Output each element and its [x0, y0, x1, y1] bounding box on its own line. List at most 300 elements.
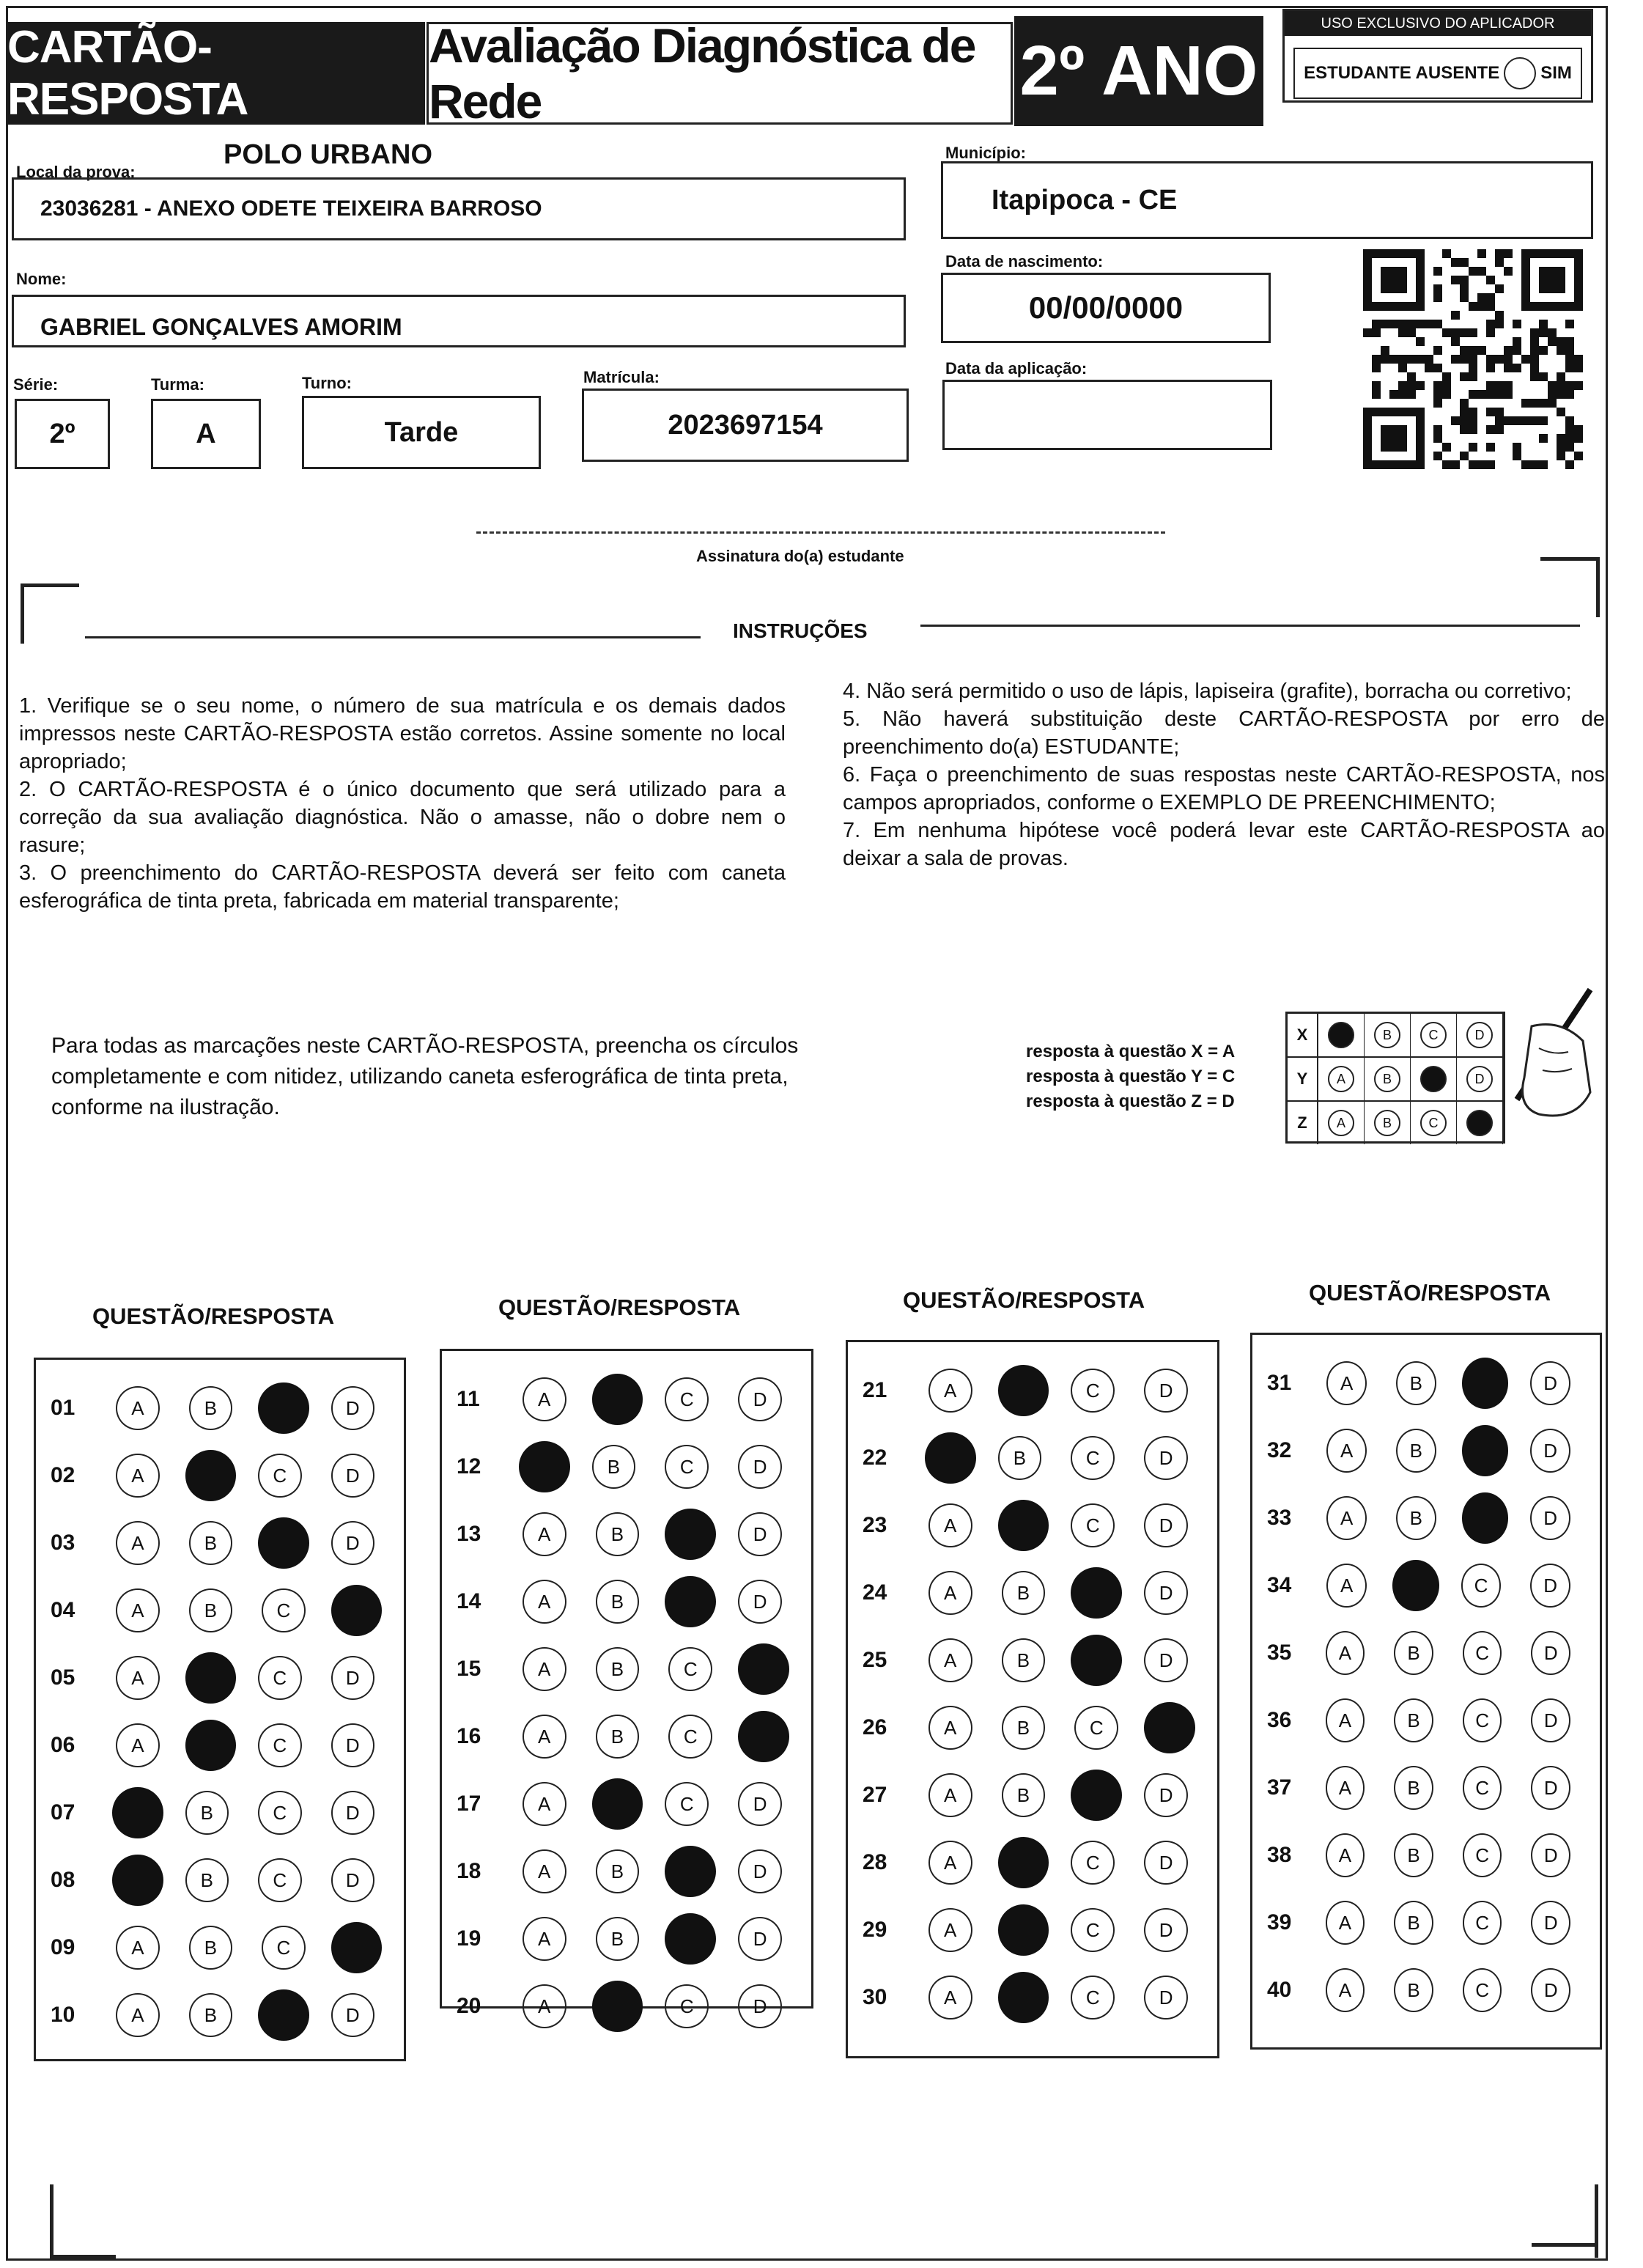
nome-label: Nome:: [16, 270, 67, 288]
answer-bubble-a[interactable]: A: [116, 1521, 159, 1565]
answer-bubble-b[interactable]: B: [1396, 1361, 1436, 1405]
instruction-item: 1. Verifique se o seu nome, o número de sua matrícula e os demais dados impressos neste CARTÃO-RESPOSTA estão corretos. Assine somente no local apropriado;: [19, 694, 786, 773]
answer-bubble-d[interactable]: D: [738, 1377, 782, 1421]
answer-bubble-d[interactable]: [331, 1585, 382, 1636]
instructions-right: [843, 677, 1605, 872]
answer-row: [36, 1644, 404, 1712]
answer-bubble-c[interactable]: [258, 1382, 309, 1434]
answer-bubble-d[interactable]: D: [738, 1512, 782, 1556]
question-number: 26: [863, 1715, 887, 1739]
answer-bubble-d[interactable]: D: [738, 1984, 782, 2028]
answer-bubble-d[interactable]: D: [1144, 1773, 1188, 1817]
answer-bubble-c[interactable]: C: [1071, 1503, 1115, 1547]
answer-row: [442, 1703, 811, 1770]
example-question: Z: [1288, 1102, 1318, 1144]
answer-bubble-c[interactable]: C: [1071, 1436, 1115, 1480]
answer-bubble-d[interactable]: D: [738, 1849, 782, 1893]
example-cell: [1318, 1102, 1365, 1144]
answer-bubble-b[interactable]: [998, 1904, 1049, 1956]
answer-bubble-b[interactable]: B: [596, 1512, 640, 1556]
question-number: 07: [51, 1800, 75, 1825]
question-number: 06: [51, 1733, 75, 1757]
answer-bubble-a[interactable]: A: [116, 1723, 159, 1767]
answer-bubble-d[interactable]: D: [331, 1723, 374, 1767]
answer-bubble-c[interactable]: C: [262, 1926, 305, 1970]
answer-bubble-a[interactable]: A: [116, 1656, 159, 1700]
answer-bubble-c[interactable]: [1462, 1492, 1509, 1544]
absent-checkbox[interactable]: [1504, 57, 1536, 89]
example-cell: [1365, 1102, 1411, 1144]
answer-bubble-b[interactable]: B: [596, 1849, 640, 1893]
answer-bubble-a[interactable]: A: [928, 1908, 972, 1952]
answer-bubble-b[interactable]: B: [1002, 1638, 1046, 1682]
answer-bubble-b[interactable]: [998, 1365, 1049, 1416]
answer-bubble-d[interactable]: D: [1144, 1976, 1188, 2020]
example-cell: [1411, 1102, 1457, 1144]
example-cell: [1365, 1058, 1411, 1100]
example-row: [1288, 1102, 1503, 1144]
answer-bubble-d[interactable]: D: [331, 1521, 374, 1565]
answer-row: [848, 1964, 1217, 2031]
answer-bubble-b[interactable]: B: [1394, 1766, 1433, 1810]
question-number: 24: [863, 1580, 887, 1605]
example-bubble: A: [1328, 1110, 1354, 1136]
answer-bubble-c[interactable]: [1071, 1567, 1122, 1619]
question-number: 38: [1267, 1843, 1292, 1867]
answer-bubble-c[interactable]: C: [1074, 1706, 1118, 1750]
nascimento-value: 00/00/0000: [1028, 290, 1184, 325]
answer-bubble-b[interactable]: B: [1396, 1429, 1436, 1473]
answers-column-title: QUESTÃO/RESPOSTA: [903, 1287, 1145, 1313]
answer-bubble-b[interactable]: [592, 1374, 643, 1425]
question-number: 09: [51, 1935, 75, 1959]
answer-bubble-b[interactable]: B: [185, 1858, 229, 1902]
answer-row: [36, 1779, 404, 1847]
example-question: X: [1288, 1014, 1318, 1056]
answer-bubble-b[interactable]: [185, 1450, 236, 1501]
answer-row: [848, 1492, 1217, 1559]
answer-bubble-b[interactable]: B: [1394, 1698, 1433, 1742]
answer-bubble-d[interactable]: D: [1531, 1631, 1570, 1675]
answer-bubble-b[interactable]: B: [1002, 1773, 1046, 1817]
answer-bubble-d[interactable]: D: [331, 1386, 374, 1430]
corner-mark: [21, 583, 24, 644]
answer-bubble-b[interactable]: B: [1002, 1571, 1046, 1615]
answer-bubble-d[interactable]: D: [738, 1917, 782, 1961]
question-number: 31: [1267, 1371, 1292, 1395]
question-number: 03: [51, 1531, 75, 1555]
question-number: 28: [863, 1850, 887, 1874]
local-label: Local da prova:: [16, 163, 136, 181]
answer-bubble-c[interactable]: [665, 1509, 716, 1560]
answer-bubble-c[interactable]: C: [258, 1723, 301, 1767]
instruction-item: 5. Não haverá substituição deste CARTÃO-RESPOSTA por erro de preenchimento do(a) ESTUDANTE;: [843, 707, 1605, 759]
local-value: 23036281 - ANEXO ODETE TEIXEIRA BARROSO: [40, 196, 542, 221]
example-bubble: B: [1374, 1110, 1400, 1136]
example-bubble: A: [1328, 1066, 1354, 1092]
answer-row: [848, 1424, 1217, 1492]
answer-row: [36, 1914, 404, 1981]
question-number: 29: [863, 1918, 887, 1942]
answer-bubble-c[interactable]: C: [1463, 1766, 1502, 1810]
answer-bubble-d[interactable]: D: [1530, 1361, 1570, 1405]
answer-bubble-d[interactable]: D: [331, 1858, 374, 1902]
answer-bubble-c[interactable]: [665, 1846, 716, 1897]
answer-row: [442, 1770, 811, 1838]
answer-bubble-b[interactable]: B: [1396, 1496, 1436, 1540]
answer-bubble-a[interactable]: A: [523, 1512, 566, 1556]
example-cell: [1318, 1014, 1365, 1056]
local-field: [12, 177, 906, 240]
answer-bubble-b[interactable]: B: [596, 1715, 640, 1759]
exam-title: Avaliação Diagnóstica de Rede: [427, 22, 1013, 125]
answer-bubble-b[interactable]: B: [596, 1580, 640, 1624]
answer-bubble-d[interactable]: D: [1144, 1503, 1188, 1547]
example-cell: [1365, 1014, 1411, 1056]
municipio-value: Itapipoca - CE: [992, 184, 1178, 216]
nome-value: GABRIEL GONÇALVES AMORIM: [40, 314, 402, 340]
answer-bubble-c[interactable]: C: [258, 1454, 301, 1498]
answer-bubble-b[interactable]: B: [189, 1521, 232, 1565]
question-number: 02: [51, 1463, 75, 1487]
question-number: 35: [1267, 1641, 1292, 1665]
answer-bubble-d[interactable]: [1144, 1702, 1195, 1753]
answer-bubble-a[interactable]: A: [523, 1984, 566, 2028]
answer-bubble-a[interactable]: A: [1326, 1564, 1367, 1608]
answer-bubble-a[interactable]: [112, 1787, 163, 1838]
example-cell: [1318, 1058, 1365, 1100]
example-bubble: B: [1374, 1022, 1400, 1048]
answer-column-1: [34, 1358, 406, 2061]
answer-row: [1252, 1484, 1600, 1552]
answer-bubble-c[interactable]: C: [1463, 1631, 1502, 1675]
answer-bubble-c[interactable]: C: [258, 1858, 301, 1902]
answer-bubble-a[interactable]: A: [928, 1976, 972, 2020]
answer-bubble-b[interactable]: [185, 1652, 236, 1704]
turno-label: Turno:: [302, 374, 352, 392]
answer-bubble-c[interactable]: C: [258, 1656, 301, 1700]
answer-bubble-b[interactable]: B: [1002, 1706, 1046, 1750]
turno-value: Tarde: [384, 416, 459, 448]
answer-row: [442, 1366, 811, 1433]
answer-bubble-d[interactable]: D: [1531, 1833, 1570, 1877]
corner-mark: [1595, 2184, 1598, 2258]
answer-bubble-c[interactable]: [1071, 1635, 1122, 1686]
answer-row: [1252, 1889, 1600, 1956]
answer-bubble-c[interactable]: C: [1071, 1908, 1115, 1952]
answer-bubble-d[interactable]: D: [1144, 1571, 1188, 1615]
answer-row: [1252, 1619, 1600, 1687]
answer-bubble-d[interactable]: D: [1530, 1429, 1570, 1473]
corner-mark: [1532, 2243, 1598, 2247]
answer-bubble-a[interactable]: A: [1326, 1968, 1365, 2012]
serie-value: 2º: [49, 418, 75, 449]
answer-bubble-a[interactable]: A: [1326, 1496, 1367, 1540]
absent-row: [1293, 48, 1582, 99]
answer-bubble-d[interactable]: [738, 1711, 789, 1762]
answer-bubble-c[interactable]: C: [665, 1782, 709, 1826]
answer-row: [442, 1973, 811, 2040]
municipio-field: [941, 161, 1593, 239]
answer-bubble-c[interactable]: C: [1461, 1564, 1502, 1608]
instruction-item: 7. Em nenhuma hipótese você poderá levar este CARTÃO-RESPOSTA ao deixar a sala de provas.: [843, 819, 1605, 870]
answer-bubble-a[interactable]: A: [523, 1715, 566, 1759]
answer-bubble-b[interactable]: B: [189, 1588, 232, 1632]
answer-bubble-a[interactable]: A: [523, 1377, 566, 1421]
answer-row: [36, 1442, 404, 1509]
answer-bubble-a[interactable]: A: [928, 1638, 972, 1682]
question-number: 04: [51, 1598, 75, 1622]
answer-bubble-b[interactable]: [592, 1981, 643, 2032]
answer-bubble-d[interactable]: D: [1530, 1564, 1570, 1608]
answer-bubble-c[interactable]: [665, 1913, 716, 1965]
answer-bubble-c[interactable]: [1071, 1770, 1122, 1821]
answer-bubble-b[interactable]: B: [1394, 1833, 1433, 1877]
answer-bubble-d[interactable]: D: [1531, 1968, 1570, 2012]
answer-bubble-b[interactable]: B: [592, 1445, 636, 1489]
answer-bubble-c[interactable]: C: [1463, 1901, 1502, 1945]
example-bubble: D: [1466, 1022, 1493, 1048]
answer-bubble-a[interactable]: [112, 1855, 163, 1906]
answer-bubble-d[interactable]: D: [1530, 1496, 1570, 1540]
applicator-label: USO EXCLUSIVO DO APLICADOR: [1285, 11, 1591, 36]
question-number: 16: [457, 1724, 481, 1748]
answer-bubble-c[interactable]: C: [668, 1647, 712, 1691]
answer-row: [442, 1433, 811, 1501]
answer-bubble-a[interactable]: [519, 1441, 570, 1492]
answer-bubble-c[interactable]: C: [665, 1984, 709, 2028]
answer-bubble-a[interactable]: [925, 1432, 976, 1484]
answer-bubble-b[interactable]: B: [189, 1993, 232, 2037]
instruction-item: 2. O CARTÃO-RESPOSTA é o único documento que será utilizado para a correção da sua avaliação diagnóstica. Não o amasse, não o dobre nem o rasure;: [19, 778, 786, 857]
nome-field: [12, 295, 906, 347]
answer-bubble-b[interactable]: B: [596, 1647, 640, 1691]
question-number: 12: [457, 1454, 481, 1479]
answer-bubble-d[interactable]: D: [1144, 1638, 1188, 1682]
corner-mark: [21, 583, 79, 587]
answer-bubble-a[interactable]: A: [928, 1841, 972, 1885]
question-number: 33: [1267, 1506, 1292, 1530]
answer-bubble-a[interactable]: A: [116, 1386, 159, 1430]
answer-bubble-b[interactable]: B: [185, 1791, 229, 1835]
corner-mark: [1596, 557, 1600, 617]
answer-bubble-d[interactable]: D: [1144, 1436, 1188, 1480]
answers-column-title: QUESTÃO/RESPOSTA: [92, 1303, 335, 1329]
answer-bubble-d[interactable]: [331, 1922, 382, 1973]
answer-bubble-d[interactable]: D: [738, 1445, 782, 1489]
answer-bubble-b[interactable]: B: [189, 1386, 232, 1430]
answer-bubble-c[interactable]: C: [1071, 1976, 1115, 2020]
nascimento-label: Data de nascimento:: [945, 252, 1104, 270]
question-number: 30: [863, 1985, 887, 2009]
answer-bubble-c[interactable]: C: [1463, 1698, 1502, 1742]
answer-bubble-d[interactable]: D: [738, 1580, 782, 1624]
answer-bubble-c[interactable]: C: [1071, 1369, 1115, 1413]
answer-bubble-b[interactable]: [1392, 1560, 1439, 1611]
answer-bubble-a[interactable]: A: [1326, 1833, 1365, 1877]
answer-bubble-c[interactable]: C: [262, 1588, 305, 1632]
answer-bubble-b[interactable]: [185, 1720, 236, 1771]
answer-bubble-a[interactable]: A: [928, 1706, 972, 1750]
question-number: 01: [51, 1396, 75, 1420]
answer-bubble-d[interactable]: D: [1144, 1908, 1188, 1952]
answer-bubble-a[interactable]: A: [1326, 1766, 1365, 1810]
answer-bubble-d[interactable]: D: [1144, 1369, 1188, 1413]
answer-bubble-d[interactable]: D: [1144, 1841, 1188, 1885]
example-row: [1288, 1014, 1503, 1058]
answer-bubble-c[interactable]: C: [1071, 1841, 1115, 1885]
example-line: resposta à questão Z = D: [1026, 1091, 1235, 1111]
answer-bubble-a[interactable]: A: [928, 1503, 972, 1547]
answer-bubble-b[interactable]: [592, 1778, 643, 1830]
instruction-item: 6. Faça o preenchimento de suas respostas neste CARTÃO-RESPOSTA, nos campos apropriados, conforme o EXEMPLO DE PREENCHIMENTO;: [843, 763, 1605, 814]
matricula-label: Matrícula:: [583, 368, 660, 386]
question-number: 08: [51, 1868, 75, 1892]
answer-bubble-d[interactable]: D: [331, 1993, 374, 2037]
serie-field: [15, 399, 110, 469]
answer-bubble-a[interactable]: A: [116, 1926, 159, 1970]
answer-bubble-a[interactable]: A: [1326, 1631, 1365, 1675]
answer-bubble-b[interactable]: [998, 1500, 1049, 1551]
answer-row: [848, 1829, 1217, 1896]
answer-bubble-d[interactable]: D: [331, 1454, 374, 1498]
question-number: 20: [457, 1994, 481, 2018]
turno-field: [302, 396, 541, 469]
answer-row: [1252, 1552, 1600, 1619]
example-line: resposta à questão X = A: [1026, 1042, 1236, 1061]
fill-instruction: Para todas as marcações neste CARTÃO-RESPOSTA, preencha os círculos completamente e com nitidez, utilizando caneta esferográfica de tinta preta, conforme na ilustração.: [51, 1034, 799, 1119]
answer-bubble-c[interactable]: C: [1463, 1833, 1502, 1877]
answer-bubble-d[interactable]: D: [331, 1656, 374, 1700]
answer-bubble-b[interactable]: B: [998, 1436, 1042, 1480]
answer-bubble-b[interactable]: B: [596, 1917, 640, 1961]
question-number: 25: [863, 1648, 887, 1672]
answer-row: [848, 1627, 1217, 1694]
answer-row: [36, 1847, 404, 1914]
question-number: 13: [457, 1522, 481, 1546]
example-grid: [1285, 1012, 1505, 1144]
answer-bubble-a[interactable]: A: [1326, 1361, 1367, 1405]
example-question: Y: [1288, 1058, 1318, 1100]
question-number: 32: [1267, 1438, 1292, 1462]
answer-bubble-c[interactable]: C: [668, 1715, 712, 1759]
answer-bubble-c[interactable]: C: [1463, 1968, 1502, 2012]
answer-column-2: [440, 1349, 813, 2018]
answer-row: [848, 1761, 1217, 1829]
answer-bubble-a[interactable]: A: [523, 1647, 566, 1691]
answer-bubble-a[interactable]: A: [523, 1917, 566, 1961]
answer-bubble-a[interactable]: A: [928, 1369, 972, 1413]
answer-bubble-a[interactable]: A: [1326, 1429, 1367, 1473]
answer-bubble-b[interactable]: [998, 1837, 1049, 1888]
question-number: 19: [457, 1926, 481, 1951]
answer-bubble-d[interactable]: D: [331, 1791, 374, 1835]
turma-value: A: [196, 418, 216, 449]
answers-column-title: QUESTÃO/RESPOSTA: [498, 1295, 741, 1320]
answer-row: [848, 1694, 1217, 1761]
corner-mark: [1540, 557, 1599, 561]
answer-bubble-d[interactable]: D: [1531, 1698, 1570, 1742]
answer-bubble-c[interactable]: [1462, 1358, 1509, 1409]
example-legend: [1026, 1039, 1235, 1114]
question-number: 15: [457, 1657, 481, 1681]
example-bubble: [1420, 1066, 1447, 1092]
answer-bubble-c[interactable]: C: [258, 1791, 301, 1835]
question-number: 21: [863, 1378, 887, 1402]
answer-bubble-d[interactable]: D: [1531, 1901, 1570, 1945]
example-bubble: C: [1420, 1022, 1447, 1048]
answer-bubble-b[interactable]: [998, 1972, 1049, 2023]
answer-row: [36, 1374, 404, 1442]
answer-bubble-a[interactable]: A: [1326, 1901, 1365, 1945]
answer-bubble-c[interactable]: [665, 1576, 716, 1627]
question-number: 22: [863, 1446, 887, 1470]
answer-bubble-a[interactable]: A: [1326, 1698, 1365, 1742]
qr-code: [1363, 242, 1583, 476]
answer-row: [442, 1568, 811, 1635]
example-bubble: B: [1374, 1066, 1400, 1092]
matricula-field: [582, 389, 909, 462]
matricula-value: 2023697154: [668, 409, 823, 441]
instruction-item: 3. O preenchimento do CARTÃO-RESPOSTA deverá ser feito com caneta esferográfica de tinta preta, fabricada em material transparente;: [19, 861, 786, 913]
serie-label: Série:: [13, 375, 59, 394]
answer-bubble-c[interactable]: [258, 1989, 309, 2041]
answer-bubble-a[interactable]: A: [523, 1849, 566, 1893]
turma-label: Turma:: [151, 375, 204, 394]
answer-bubble-d[interactable]: D: [738, 1782, 782, 1826]
answer-bubble-c[interactable]: [258, 1517, 309, 1569]
answer-bubble-a[interactable]: A: [523, 1580, 566, 1624]
answer-bubble-b[interactable]: B: [1394, 1901, 1433, 1945]
answer-bubble-b[interactable]: B: [1394, 1968, 1433, 2012]
answer-bubble-c[interactable]: C: [665, 1377, 709, 1421]
answer-bubble-c[interactable]: C: [665, 1445, 709, 1489]
question-number: 27: [863, 1783, 887, 1807]
answer-bubble-a[interactable]: A: [116, 1454, 159, 1498]
example-bubble: C: [1420, 1110, 1447, 1136]
answer-bubble-b[interactable]: B: [189, 1926, 232, 1970]
answer-bubble-b[interactable]: B: [1394, 1631, 1433, 1675]
question-number: 10: [51, 2003, 75, 2027]
answer-row: [1252, 1687, 1600, 1754]
question-number: 37: [1267, 1775, 1292, 1800]
answer-row: [1252, 1956, 1600, 2024]
answer-row: [442, 1905, 811, 1973]
answer-row: [848, 1357, 1217, 1424]
corner-mark: [50, 2184, 53, 2258]
aplicacao-field: [942, 380, 1272, 450]
answer-bubble-c[interactable]: [1462, 1425, 1509, 1476]
question-number: 23: [863, 1513, 887, 1537]
question-number: 39: [1267, 1910, 1292, 1934]
answers-column-title: QUESTÃO/RESPOSTA: [1309, 1280, 1551, 1306]
turma-field: [151, 399, 261, 469]
divider: [920, 625, 1580, 627]
municipio-label: Município:: [945, 144, 1026, 162]
answer-bubble-a[interactable]: A: [116, 1993, 159, 2037]
answer-bubble-a[interactable]: A: [928, 1773, 972, 1817]
answer-bubble-d[interactable]: [738, 1643, 789, 1695]
answer-bubble-d[interactable]: D: [1531, 1766, 1570, 1810]
answer-bubble-a[interactable]: A: [523, 1782, 566, 1826]
applicator-box: [1282, 9, 1593, 103]
answer-row: [442, 1501, 811, 1568]
divider: [85, 636, 701, 638]
answer-bubble-a[interactable]: A: [928, 1571, 972, 1615]
question-number: 18: [457, 1859, 481, 1883]
nascimento-field: [941, 273, 1271, 343]
answer-bubble-a[interactable]: A: [116, 1588, 159, 1632]
